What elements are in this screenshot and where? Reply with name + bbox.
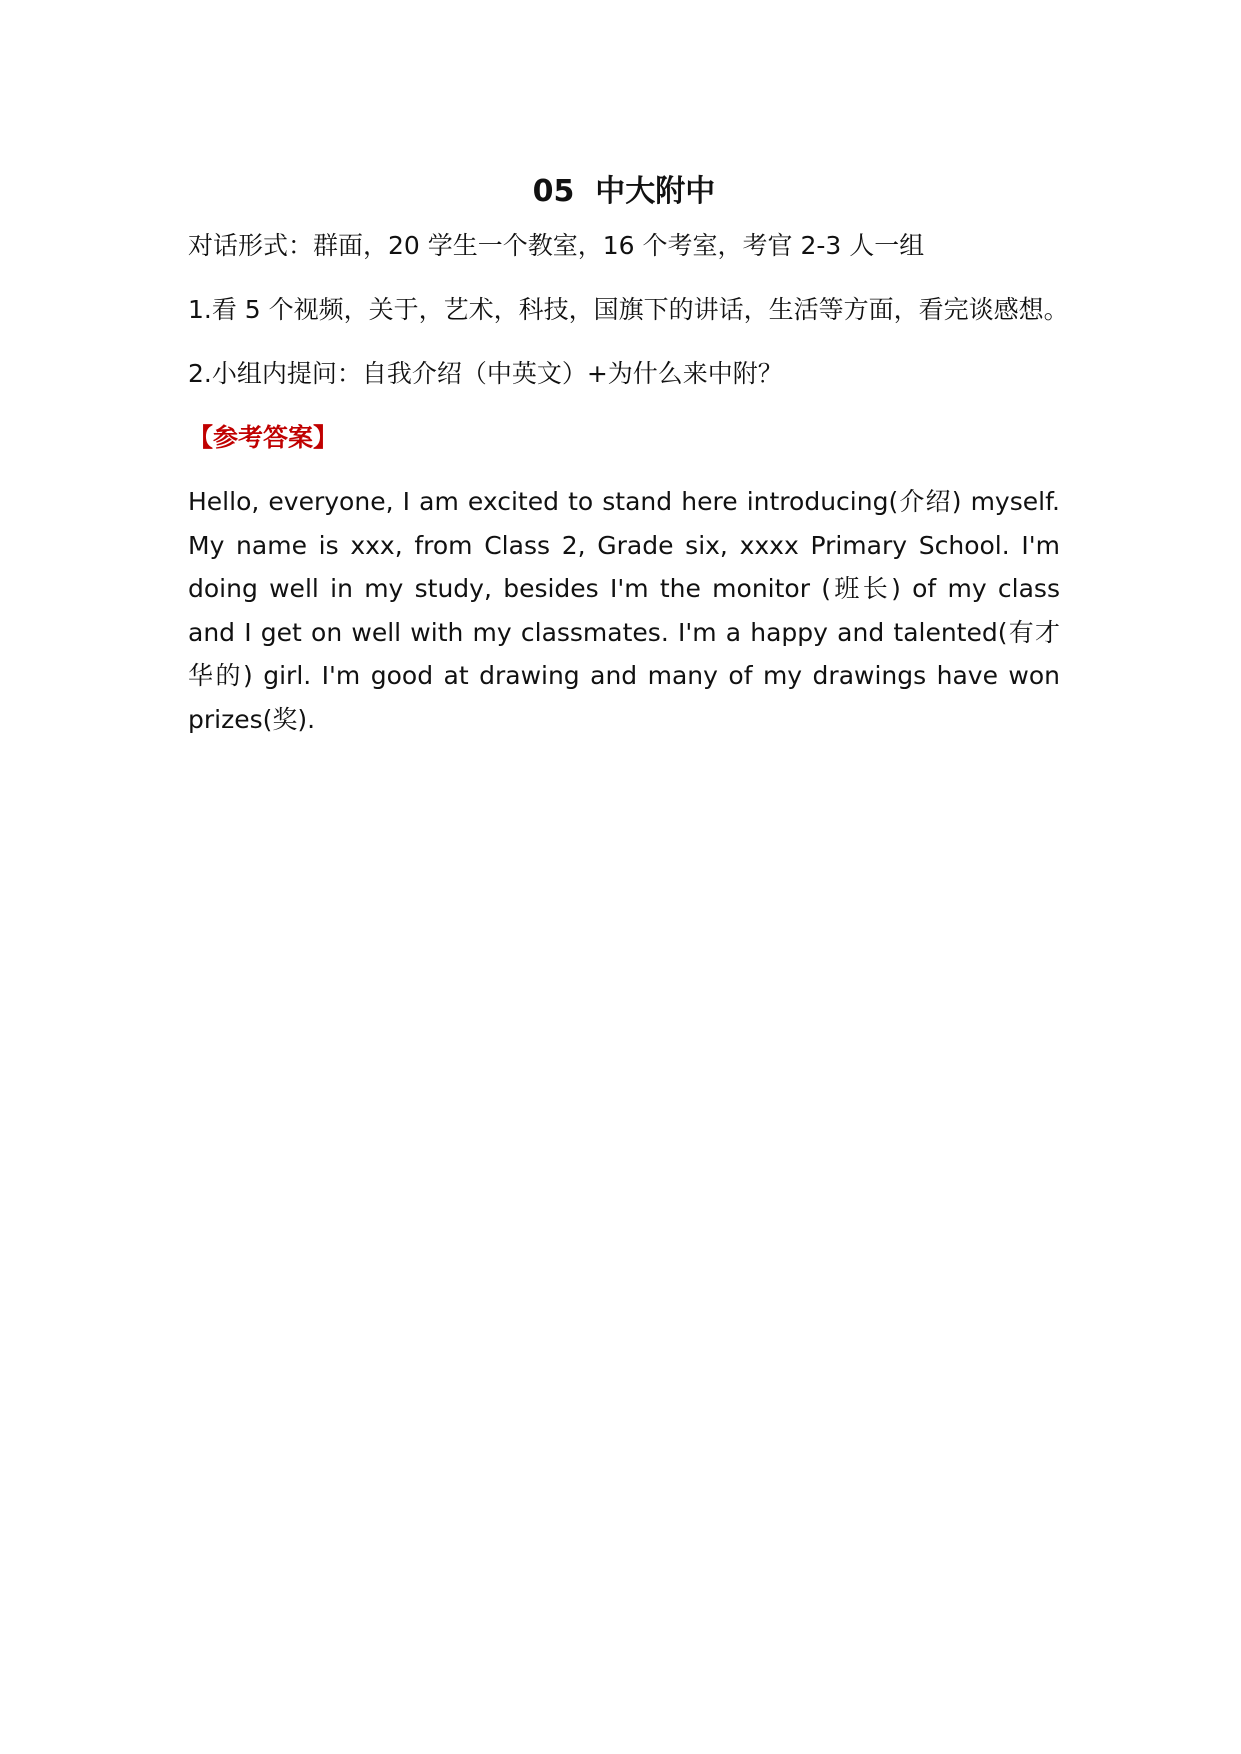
paragraph-format: 对话形式：群面，20 学生一个教室，16 个考室，考官 2-3 人一组 <box>188 231 925 260</box>
document-content <box>188 160 1069 741</box>
paragraph-item-1: 1.看 5 个视频，关于，艺术，科技，国旗下的讲话，生活等方面，看完谈感想。 <box>188 295 1069 324</box>
reference-answer-label: 【参考答案】 <box>188 423 339 452</box>
reference-answer-text: Hello, everyone, I am excited to stand here introducing(介绍) myself. My name is xxx, from Class 2, Grade six, xxxx Primary School. I'm doing well in my study, besides I'm the monitor (班长) of my class and I get on well with my classmates. I'm a happy and talented(有才华的) girl. I'm good at drawing and many of my drawings have won prizes(奖). <box>188 487 1060 734</box>
document-title: 05 中大附中 <box>532 174 716 209</box>
paragraph-item-2: 2.小组内提问：自我介绍（中英文）+为什么来中附？ <box>188 359 783 388</box>
